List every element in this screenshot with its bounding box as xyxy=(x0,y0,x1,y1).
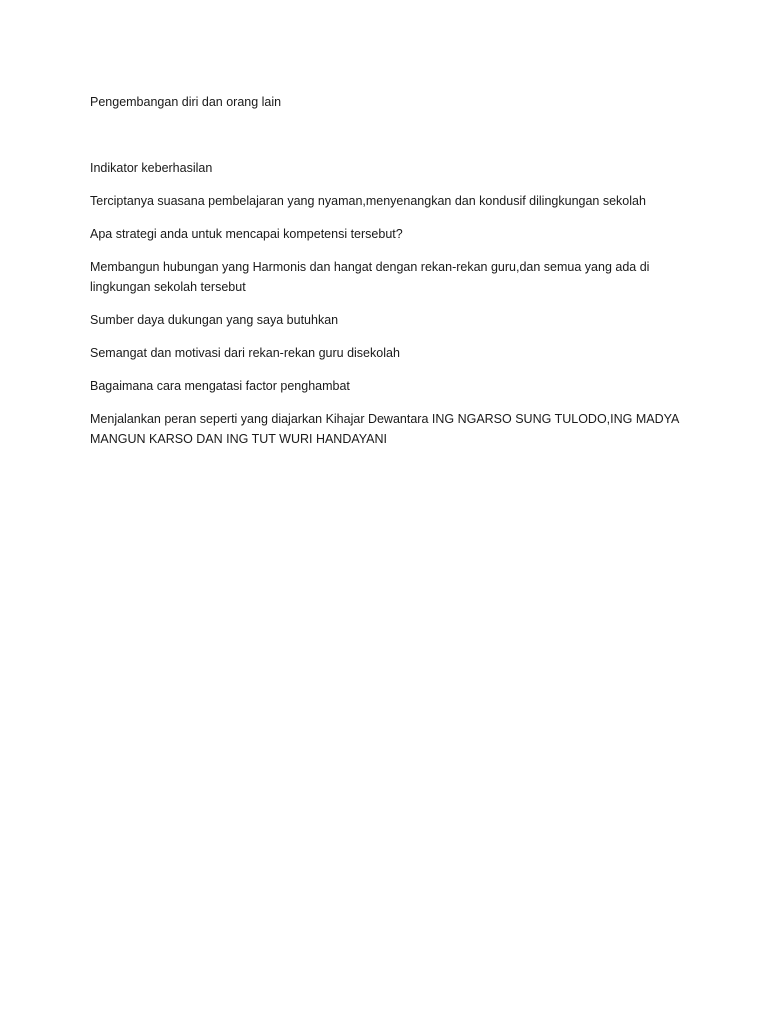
paragraph-sumber-daya: Sumber daya dukungan yang saya butuhkan xyxy=(90,313,339,327)
document-body xyxy=(90,92,680,462)
paragraph-indikator: Indikator keberhasilan xyxy=(90,161,213,175)
paragraph-terciptanya: Terciptanya suasana pembelajaran yang nyaman,menyenangkan dan kondusif dilingkungan sekolah xyxy=(90,194,646,208)
paragraph-strategi-answer: Membangun hubungan yang Harmonis dan hangat dengan rekan-rekan guru,dan semua yang ada di lingkungan sekolah tersebut xyxy=(90,260,650,294)
document-title: Pengembangan diri dan orang lain xyxy=(90,95,282,109)
paragraph-penghambat-answer: Menjalankan peran seperti yang diajarkan Kihajar Dewantara ING NGARSO SUNG TULODO,ING MADYA MANGUN KARSO DAN ING TUT WURI HANDAYANI xyxy=(90,412,679,446)
paragraph-strategi-question: Apa strategi anda untuk mencapai kompetensi tersebut? xyxy=(90,227,403,241)
paragraph-penghambat-question: Bagaimana cara mengatasi factor penghambat xyxy=(90,379,350,393)
paragraph-semangat: Semangat dan motivasi dari rekan-rekan guru disekolah xyxy=(90,346,400,360)
